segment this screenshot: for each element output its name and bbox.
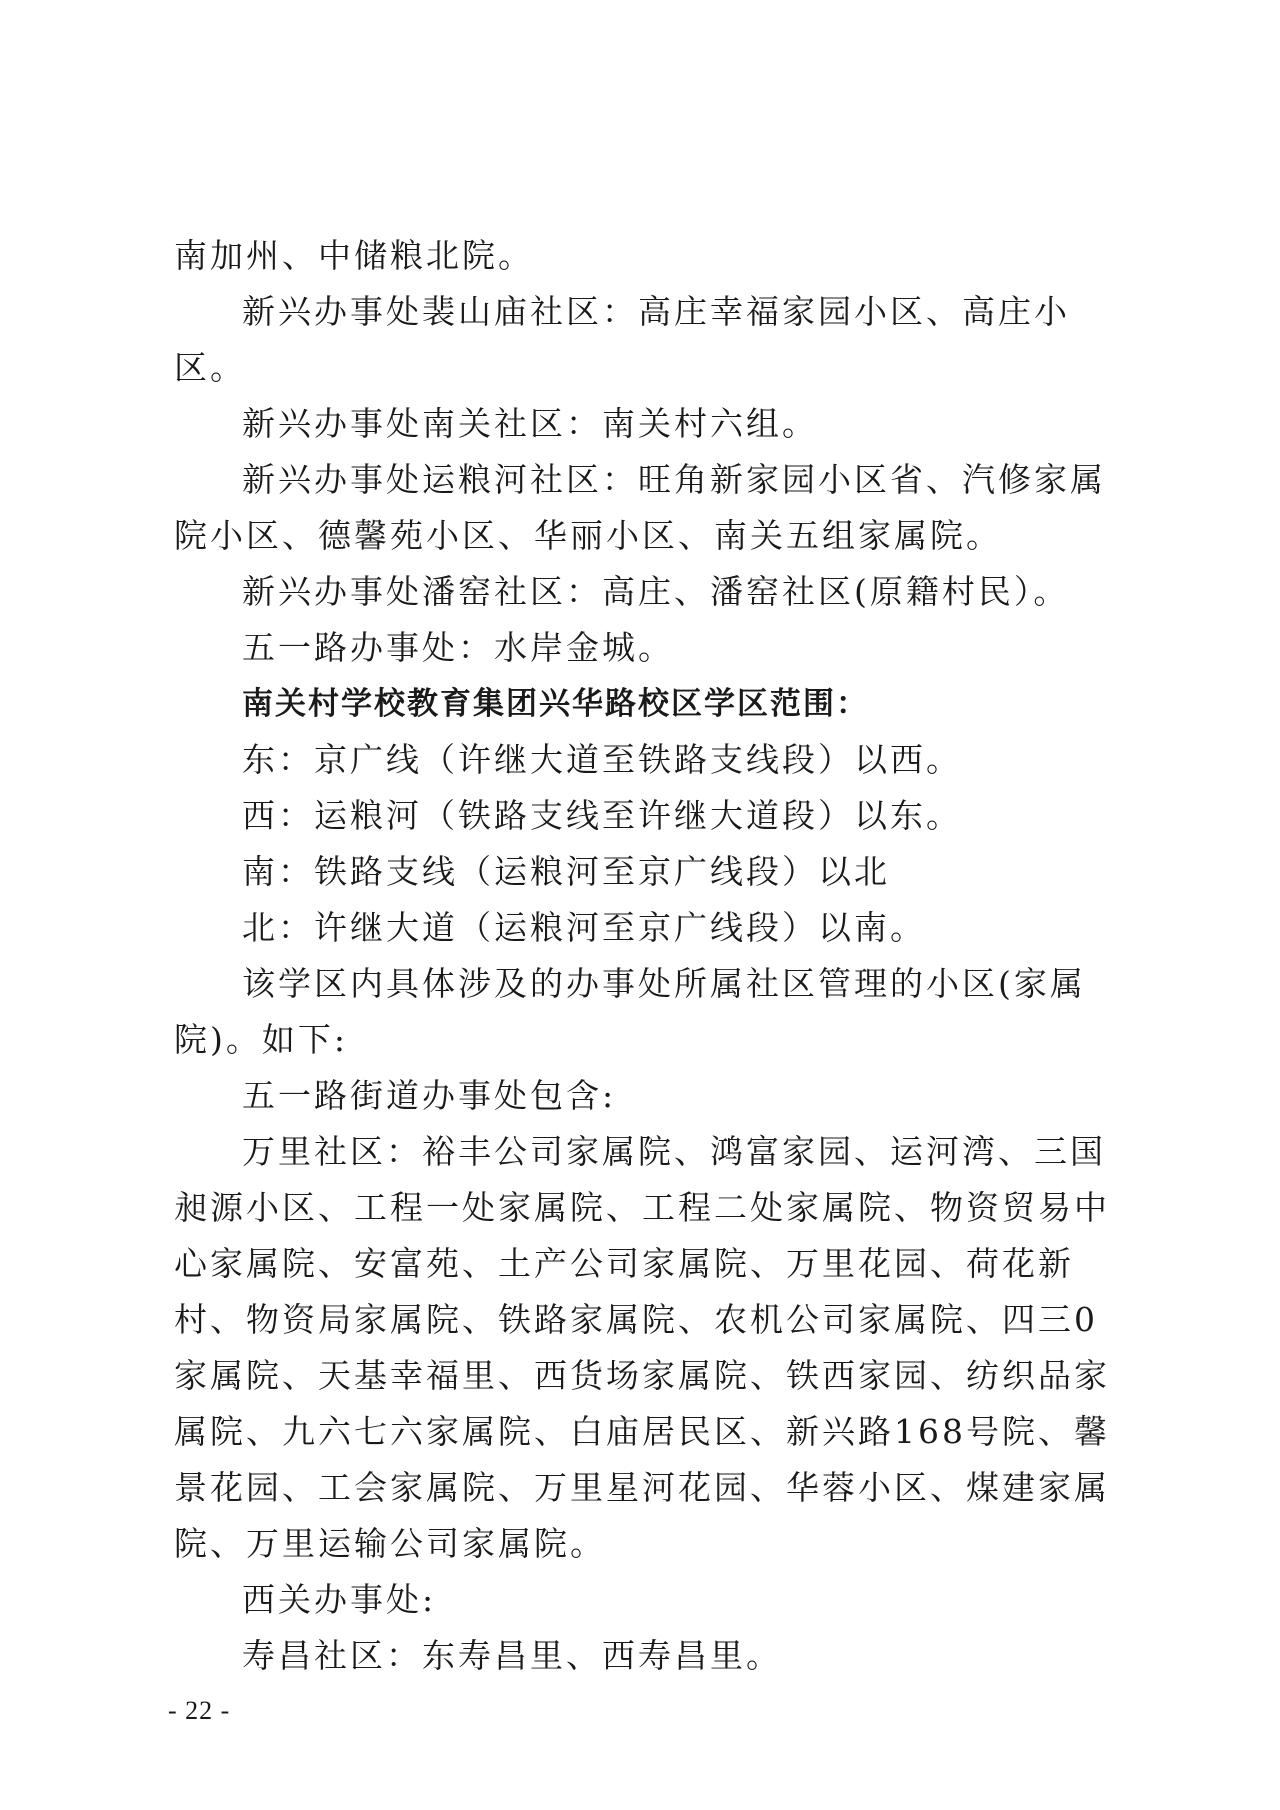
page-number: - 22 -: [168, 1696, 231, 1725]
paragraph-xiguan-office: 西关办事处:: [242, 1580, 437, 1619]
paragraph-boundary-west: 西：运粮河（铁路支线至许继大道段）以东。: [242, 796, 962, 835]
paragraph-boundary-east: 东：京广线（许继大道至铁路支线段）以西。: [242, 740, 962, 779]
section-heading-xinghualu-campus: 南关村学校教育集团兴华路校区学区范围：: [242, 686, 869, 722]
paragraph-peishanmiao-community: 新兴办事处裴山庙社区：高庄幸福家园小区、高庄小区。: [174, 292, 1070, 387]
paragraph-boundary-south: 南：铁路支线（运粮河至京广线段）以北: [242, 852, 890, 891]
document-body: [174, 228, 1132, 1684]
paragraph-wuyilu-office: 五一路办事处：水岸金城。: [242, 628, 674, 667]
paragraph-continuation: 南加州、中储粮北院。: [174, 236, 534, 275]
paragraph-boundary-north: 北：许继大道（运粮河至京广线段）以南。: [242, 908, 926, 947]
paragraph-wanli-community: 万里社区：裕丰公司家属院、鸿富家园、运河湾、三国昶源小区、工程一处家属院、工程二处家属院、物资贸易中心家属院、安富苑、土产公司家属院、万里花园、荷花新村、物资局家属院、铁路家属院、农机公司家属院、四三0家属院、天基幸福里、西货场家属院、铁西家园、纺织品家属院、九六七六家属院、白庙居民区、新兴路168号院、馨景花园、工会家属院、万里星河花园、华蓉小区、煤建家属院、万里运输公司家属院。: [174, 1132, 1110, 1563]
paragraph-district-intro: 该学区内具体涉及的办事处所属社区管理的小区(家属院)。如下:: [174, 964, 1086, 1059]
paragraph-yunlianghe-community: 新兴办事处运粮河社区：旺角新家园小区省、汽修家属院小区、德馨苑小区、华丽小区、南关五组家属院。: [174, 460, 1106, 555]
paragraph-nanguan-community: 新兴办事处南关社区：南关村六组。: [242, 404, 818, 443]
paragraph-shouchang-community: 寿昌社区：东寿昌里、西寿昌里。: [242, 1636, 782, 1675]
paragraph-panyao-community: 新兴办事处潘窑社区：高庄、潘窑社区(原籍村民）。: [242, 572, 1070, 611]
paragraph-wuyilu-street-office: 五一路街道办事处包含:: [242, 1076, 617, 1115]
